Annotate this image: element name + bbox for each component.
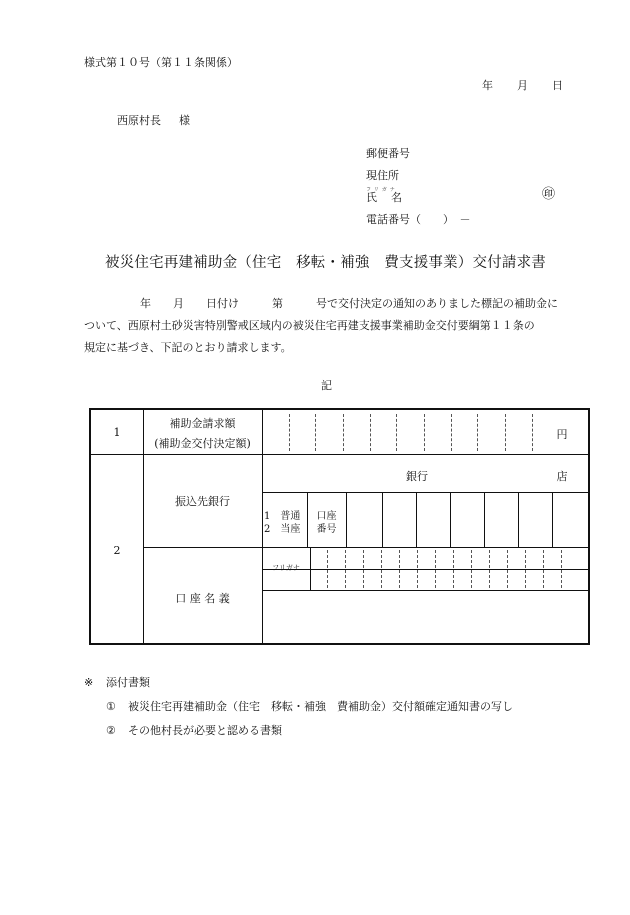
name-furigana: フリガナ [366, 187, 398, 193]
account-number-label-2: 番号 [316, 524, 337, 535]
bank-label: 振込先銀行 [175, 495, 230, 508]
name-label-2: 名 [391, 191, 402, 204]
address-label: 現住所 [366, 169, 399, 182]
ki-heading: 記 [321, 379, 332, 392]
account-type-ordinary: 1 普通 [264, 511, 301, 522]
name-row [366, 187, 556, 214]
row2-number: 2 [113, 544, 121, 557]
seal-mark: ㊞ [542, 187, 556, 202]
date-day: 日 [552, 79, 563, 92]
row1-number: 1 [113, 426, 121, 439]
item-1-mark: ① [106, 700, 116, 713]
note-mark: ※ [84, 676, 94, 689]
attachment-item-1 [84, 695, 513, 719]
addressee [117, 112, 190, 128]
yen-unit: 円 [556, 428, 568, 441]
body-line-1: 年 月 日付け 第 号で交付決定の通知のありました標記の補助金に [140, 297, 558, 310]
postal-code-row [366, 148, 471, 170]
phone-row [366, 214, 471, 236]
request-form-table [89, 408, 590, 645]
name-label-1: 氏 [366, 191, 377, 204]
body-line-2: ついて、西原村土砂災害特別警戒区域内の被災住宅再建支援事業補助金交付要綱第１１条の [84, 319, 535, 332]
account-holder-furigana-label: フリガナ [272, 564, 300, 572]
body-line-3: 規定に基づき、下記のとおり請求します。 [84, 341, 292, 354]
addressee-name: 西原村長 [117, 114, 161, 127]
account-holder-label: 口 座 名 義 [175, 592, 230, 605]
branch-suffix: 店 [556, 470, 568, 483]
form-number: 様式第１０号（第１１条関係） [84, 56, 238, 69]
applicant-block [366, 147, 556, 236]
honorific: 様 [179, 114, 190, 127]
date-month: 月 [517, 79, 528, 92]
phone-label: 電話番号（ ） － [366, 213, 471, 226]
item-2-mark: ② [106, 724, 116, 737]
decided-amount-label: (補助金交付決定額) [154, 437, 251, 450]
date-year: 年 [482, 79, 493, 92]
attachment-item-2-text: その他村長が必要と認める書類 [128, 724, 282, 737]
attachment-item-1-text: 被災住宅再建補助金（住宅 移転・補強 費補助金）交付額確定通知書の写し [128, 700, 513, 713]
bank-suffix: 銀行 [406, 470, 428, 483]
postal-code-label: 郵便番号 [366, 147, 410, 160]
request-amount-label: 補助金請求額 [169, 417, 236, 430]
account-number-label-1: 口座 [316, 511, 337, 522]
date-line [482, 77, 563, 93]
body-text [84, 293, 572, 359]
document-title: 被災住宅再建補助金（住宅 移転・補強 費支援事業）交付請求書 [105, 255, 546, 271]
attachment-item-2 [84, 719, 513, 743]
attachments-notes [84, 671, 513, 743]
account-type-current: 2 当座 [264, 524, 301, 535]
attachments-heading-text: 添付書類 [106, 676, 150, 689]
attachments-heading [84, 671, 513, 695]
